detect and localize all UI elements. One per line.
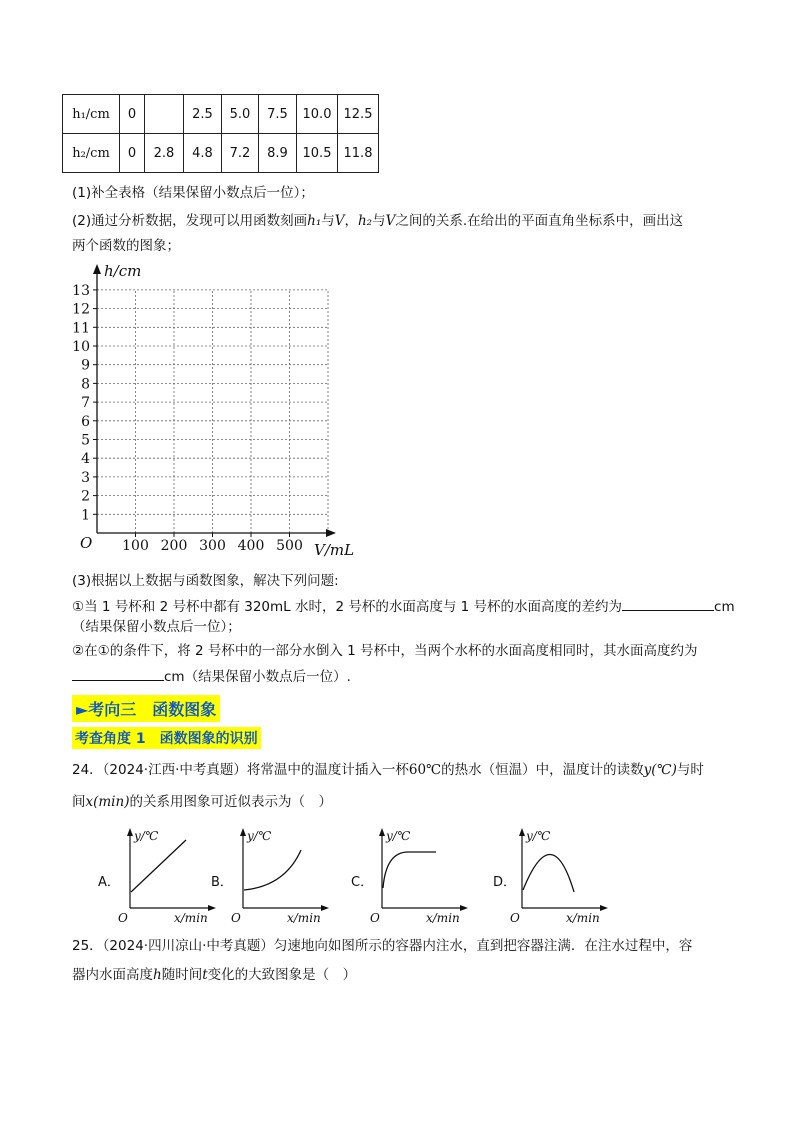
origin-label: O	[80, 534, 93, 552]
x-tick-label: 200	[160, 538, 188, 554]
text-span: 与	[372, 213, 386, 229]
arch-curve	[523, 854, 574, 892]
question-25-line-2	[72, 965, 356, 985]
x-tick-label: 400	[237, 538, 265, 554]
grid-lines	[97, 290, 328, 533]
x-axis-label: x/min	[566, 911, 600, 924]
y-tick-label: 9	[81, 357, 90, 374]
x-tick-labels	[122, 533, 303, 554]
text-span: cm	[714, 599, 735, 615]
text-span: 与	[321, 213, 335, 229]
math-var: V	[385, 213, 396, 229]
table-cell: 7.5	[259, 95, 297, 134]
math-expr: 60℃	[408, 762, 442, 778]
row-label-h1: h₁/cm	[63, 95, 120, 134]
convex-curve	[244, 850, 301, 890]
question-1: (1)补全表格（结果保留小数点后一位）；	[72, 185, 314, 201]
y-tick-label: 12	[72, 301, 90, 318]
section-heading: ►考向三 函数图象	[72, 695, 220, 722]
option-b-graph[interactable]	[223, 826, 333, 924]
y-tick-label: 5	[81, 432, 90, 449]
table-cell: 10.0	[297, 95, 338, 134]
option-a-graph[interactable]	[110, 826, 220, 924]
math-var: h₁	[307, 213, 322, 229]
data-table	[62, 94, 379, 173]
text-span: 与时	[676, 762, 704, 778]
text-span: ①当 1 号杯和 2 号杯中都有 320mL 水时，2 号杯的水面高度与 1 号杯的水面高度的差约为	[72, 599, 623, 615]
math-var: h₂	[357, 213, 373, 229]
x-tick-label: 500	[276, 538, 303, 554]
table-cell-blank	[145, 95, 184, 134]
text-span: 器内水面高度	[72, 967, 153, 983]
y-axis-label: y/℃	[526, 829, 551, 843]
y-axis-label: y/℃	[386, 829, 411, 843]
x-axis-label: V/mL	[314, 541, 355, 559]
table-cell: 5.0	[222, 95, 259, 134]
y-tick-label: 6	[81, 413, 90, 430]
option-c-graph[interactable]	[362, 826, 472, 924]
text-span: ，	[344, 213, 358, 229]
math-var: y(℃)	[643, 762, 677, 778]
table-cell: 7.2	[222, 134, 259, 173]
option-c-letter[interactable]: C．	[351, 875, 374, 890]
y-tick-label: 4	[81, 451, 90, 468]
x-tick-label: 300	[199, 538, 226, 554]
math-var: V	[334, 213, 345, 229]
table-row	[63, 95, 379, 134]
x-axis-label: x/min	[287, 911, 321, 924]
y-tick-label: 11	[72, 320, 90, 337]
answer-blank[interactable]	[72, 666, 164, 681]
question-3-item-1-note: （结果保留小数点后一位）；	[72, 619, 241, 635]
option-d-graph[interactable]	[502, 826, 612, 924]
row-label-h2: h₂/cm	[63, 134, 120, 173]
y-tick-label: 3	[81, 469, 90, 486]
table-cell: 11.8	[338, 134, 379, 173]
question-2-line-2: 两个函数的图象；	[72, 238, 180, 254]
text-span: 的热水（恒温）中，温度计的读数	[441, 762, 644, 778]
y-tick-label: 8	[81, 376, 90, 393]
y-tick-label: 7	[81, 395, 90, 412]
table-cell: 2.5	[184, 95, 222, 134]
line-curve	[131, 840, 186, 892]
coordinate-grid	[60, 258, 370, 563]
math-var: h	[153, 967, 162, 983]
question-3-item-2-answer	[72, 666, 351, 687]
y-axis-label: y/℃	[134, 829, 159, 843]
y-tick-label: 10	[72, 339, 90, 355]
question-3-item-2: ②在①的条件下，将 2 号杯中的一部分水倒入 1 号杯中，当两个水杯的水面高度相同时，其水面高度约为	[72, 643, 698, 659]
table-cell: 12.5	[338, 95, 379, 134]
question-3-intro: (3)根据以上数据与函数图象，解决下列问题:	[72, 573, 339, 589]
math-var: x(min)	[85, 794, 130, 810]
x-axis-arrow	[326, 529, 336, 537]
y-axis-label: y/℃	[247, 829, 272, 843]
y-tick-label: 13	[72, 282, 90, 299]
option-d-letter[interactable]: D．	[493, 875, 517, 890]
table-row	[63, 134, 379, 173]
text-span: 间	[72, 794, 86, 810]
y-tick-label: 2	[81, 488, 90, 505]
table-cell: 10.5	[297, 134, 338, 173]
table-cell: 0	[120, 134, 145, 173]
text-span: cm（结果保留小数点后一位）.	[164, 669, 351, 685]
question-25-line-1: 25．（2024·四川凉山·中考真题）匀速地向如图所示的容器内注水，直到把容器注满．在注水过程中，容	[72, 938, 693, 954]
option-b-letter[interactable]: B．	[211, 875, 233, 890]
y-axis-label: h/cm	[104, 262, 142, 280]
math-var: t	[202, 967, 208, 983]
origin-label: O	[231, 911, 241, 924]
x-tick-label: 100	[122, 538, 149, 554]
option-a-letter[interactable]: A．	[98, 875, 120, 890]
table-cell: 0	[120, 95, 145, 134]
origin-label: O	[370, 911, 380, 924]
y-tick-label: 1	[81, 507, 90, 524]
text-span: 之间的关系.在给出的平面直角坐标系中，画出这	[395, 213, 684, 229]
text-span: 变化的大致图象是（ ）	[207, 967, 357, 983]
y-tick-labels	[72, 283, 97, 523]
x-axis-label: x/min	[174, 911, 208, 924]
table-cell: 8.9	[259, 134, 297, 173]
question-2-line-1	[72, 211, 683, 231]
question-3-item-1	[72, 596, 735, 617]
origin-label: O	[510, 911, 520, 924]
saturation-curve	[383, 852, 436, 888]
answer-blank[interactable]	[622, 596, 714, 611]
text-span: 的关系用图象可近似表示为（ ）	[129, 794, 332, 810]
subsection-heading: 考查角度 1 函数图象的识别	[72, 727, 261, 749]
table-cell: 4.8	[184, 134, 222, 173]
origin-label: O	[118, 911, 128, 924]
text-span: 随时间	[161, 967, 203, 983]
text-span: 24．（2024·江西·中考真题）将常温中的温度计插入一杯	[72, 762, 409, 778]
table-cell: 2.8	[145, 134, 184, 173]
grid-axes	[93, 264, 336, 537]
question-24-line-1	[72, 760, 704, 780]
x-axis-label: x/min	[426, 911, 460, 924]
question-24-line-2	[72, 792, 332, 812]
y-axis-arrow	[93, 264, 101, 274]
text-span: (2)通过分析数据，发现可以用函数刻画	[72, 213, 308, 229]
